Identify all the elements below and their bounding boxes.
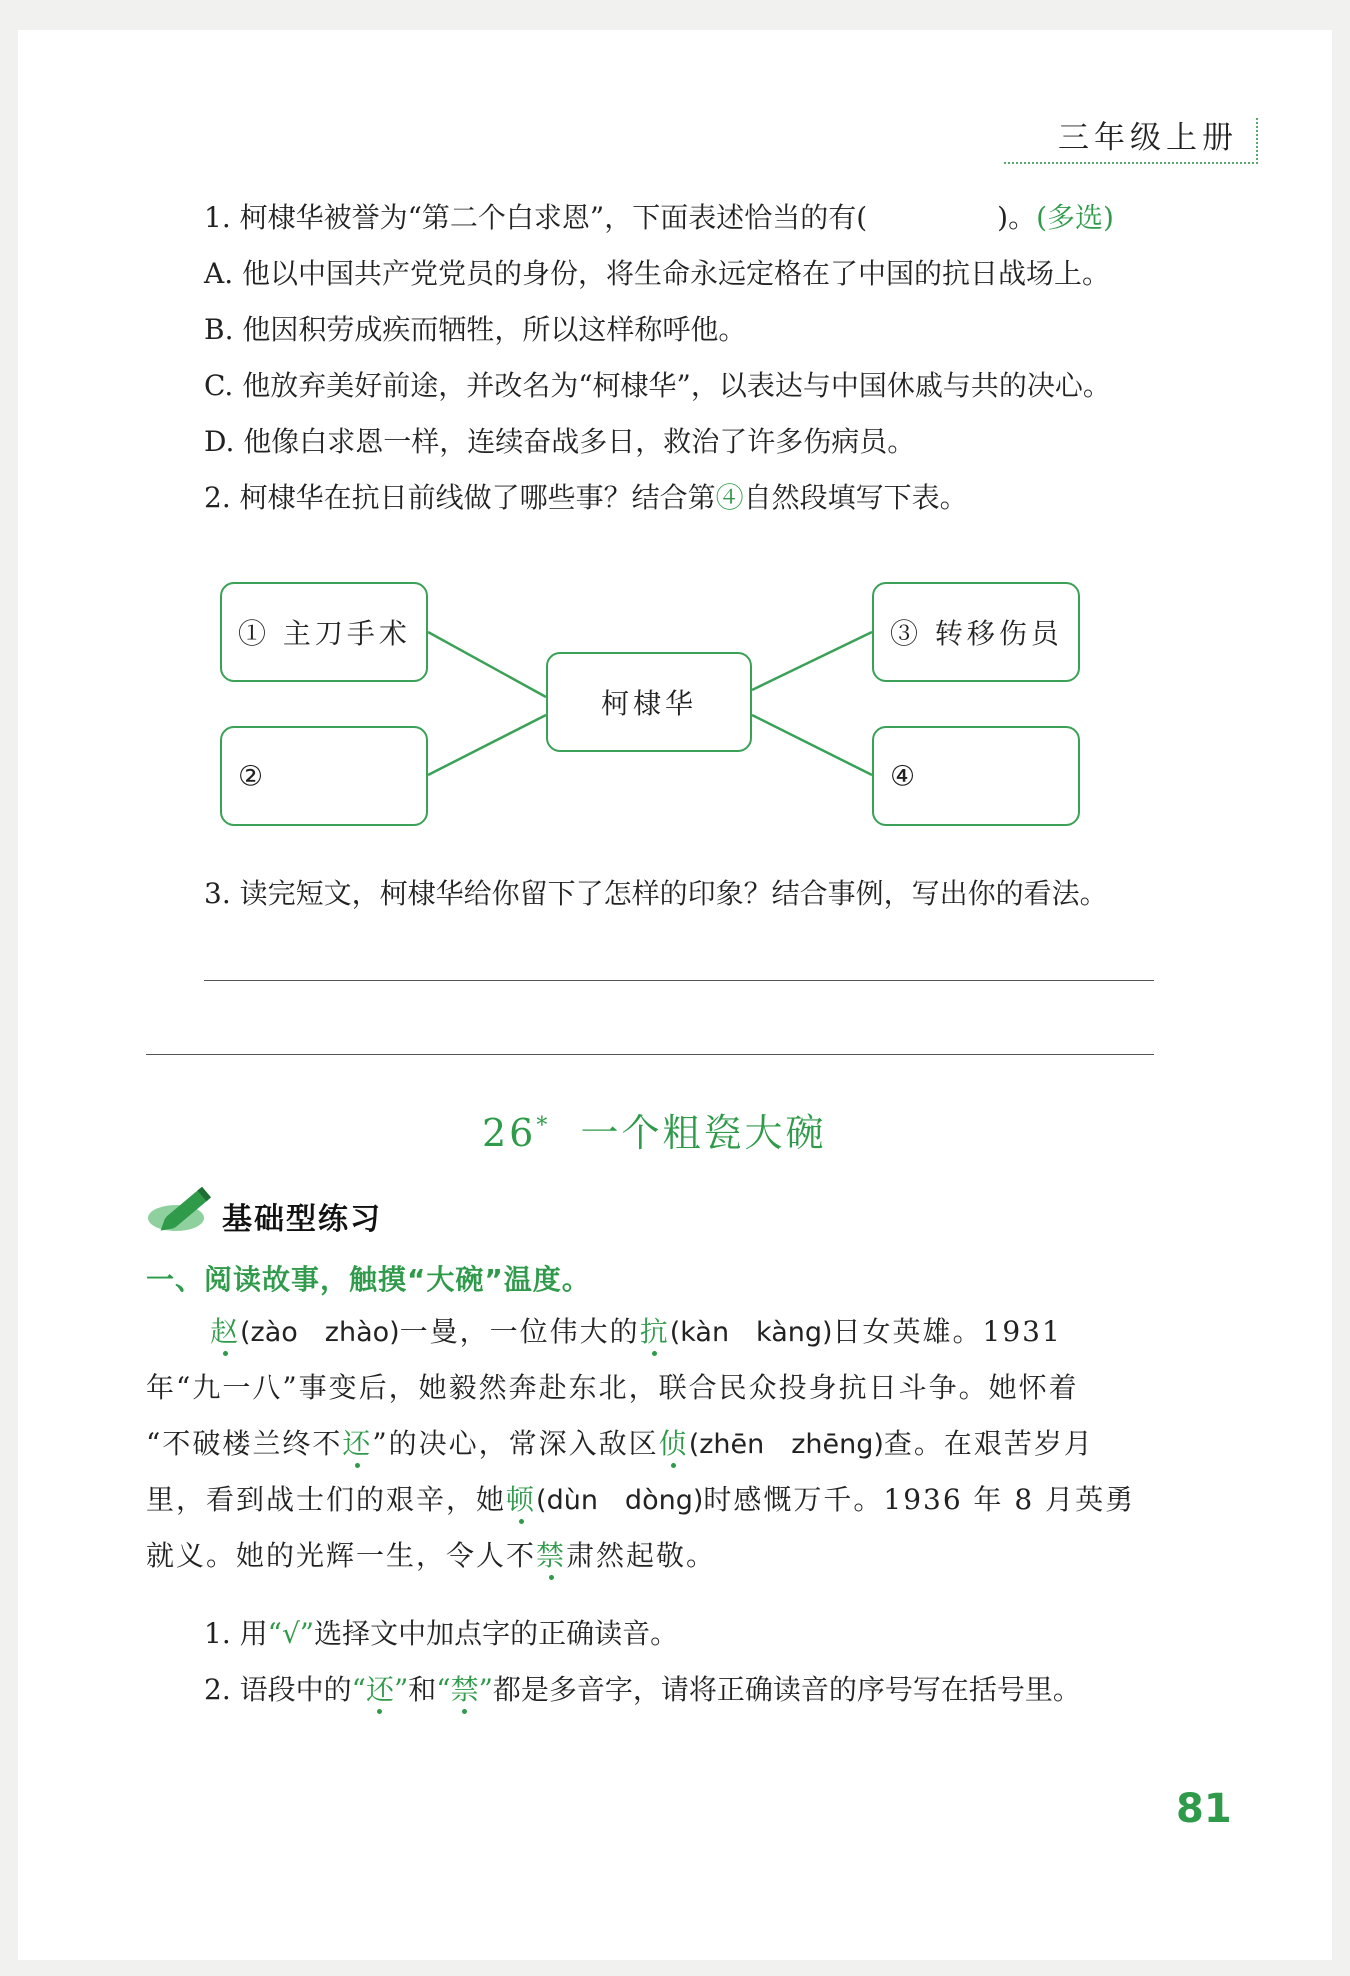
lesson-title: 26* 一个粗瓷大碗 [482,1111,827,1155]
dotted-char: 赵 [210,1315,241,1348]
pinyin-choice[interactable]: (zhēn zhēng) [688,1429,884,1460]
dotted-char: 还 [342,1427,373,1460]
diagram-box-2[interactable]: ② [220,726,428,826]
page-number: 81 [1176,1786,1232,1832]
question-3: 3. 读完短文，柯棣华给你留下了怎样的印象？结合事例，写出你的看法。 [204,877,1108,910]
grade-label: 三年级上册 [1058,120,1238,156]
option-d: D. 他像白求恩一样，连续奋战多日，救治了许多伤病员。 [204,425,916,458]
question-2: 2. 柯棣华在抗日前线做了哪些事？结合第④自然段填写下表。 [204,481,968,514]
passage-line-4: 里，看到战士们的艰辛，她顿(dùn dòng)时感慨万千。1936 年 8 月英勇 [146,1483,1136,1516]
passage-line-1: 赵(zào zhào)一曼，一位伟大的抗(kàn kàng)日女英雄。1931 [210,1315,1062,1348]
dotted-char: 侦 [658,1427,689,1460]
sub-question-1: 1. 用“√”选择文中加点字的正确读音。 [204,1617,679,1650]
dotted-char: 抗 [639,1315,670,1348]
passage-line-2: 年“九一八”事变后，她毅然奔赴东北，联合民众投身抗日斗争。她怀着 [146,1371,1079,1404]
sub-question-2: 2. 语段中的“还”和“禁”都是多音字，请将正确读音的序号写在括号里。 [204,1673,1081,1706]
option-c: C. 他放弃美好前途，并改名为“柯棣华”，以表达与中国休戚与共的决心。 [204,369,1111,402]
diagram-box-4[interactable]: ④ [872,726,1080,826]
diagram-box-3: ③ 转移伤员 [872,582,1080,682]
pinyin-choice[interactable]: (zào zhào) [240,1317,400,1348]
diagram-box-1: ① 主刀手术 [220,582,428,682]
answer-line-2[interactable] [146,1054,1154,1055]
passage-line-5: 就义。她的光辉一生，令人不禁肃然起敬。 [146,1539,717,1572]
pinyin-choice[interactable]: (dùn dòng) [536,1485,704,1516]
pinyin-choice[interactable]: (kàn kàng) [669,1317,833,1348]
passage-line-3: “不破楼兰终不还”的决心，常深入敌区侦(zhēn zhēng)查。在艰苦岁月 [146,1427,1094,1460]
dotted-char: 顿 [506,1483,537,1516]
answer-line-1[interactable] [204,980,1154,981]
option-b: B. 他因积劳成疾而牺牲，所以这样称呼他。 [204,313,747,346]
dotted-char: 禁 [536,1539,567,1572]
diagram-center: 柯棣华 [546,652,752,752]
question-1: 1. 柯棣华被誉为“第二个白求恩”，下面表述恰当的有( )。(多选) [204,201,1114,234]
section-label: 基础型练习 [222,1202,382,1237]
option-a: A. 他以中国共产党党员的身份，将生命永远定格在了中国的抗日战场上。 [204,257,1111,290]
pencil-icon [146,1184,222,1234]
exercise-heading: 一、阅读故事，触摸“大碗”温度。 [146,1263,591,1296]
